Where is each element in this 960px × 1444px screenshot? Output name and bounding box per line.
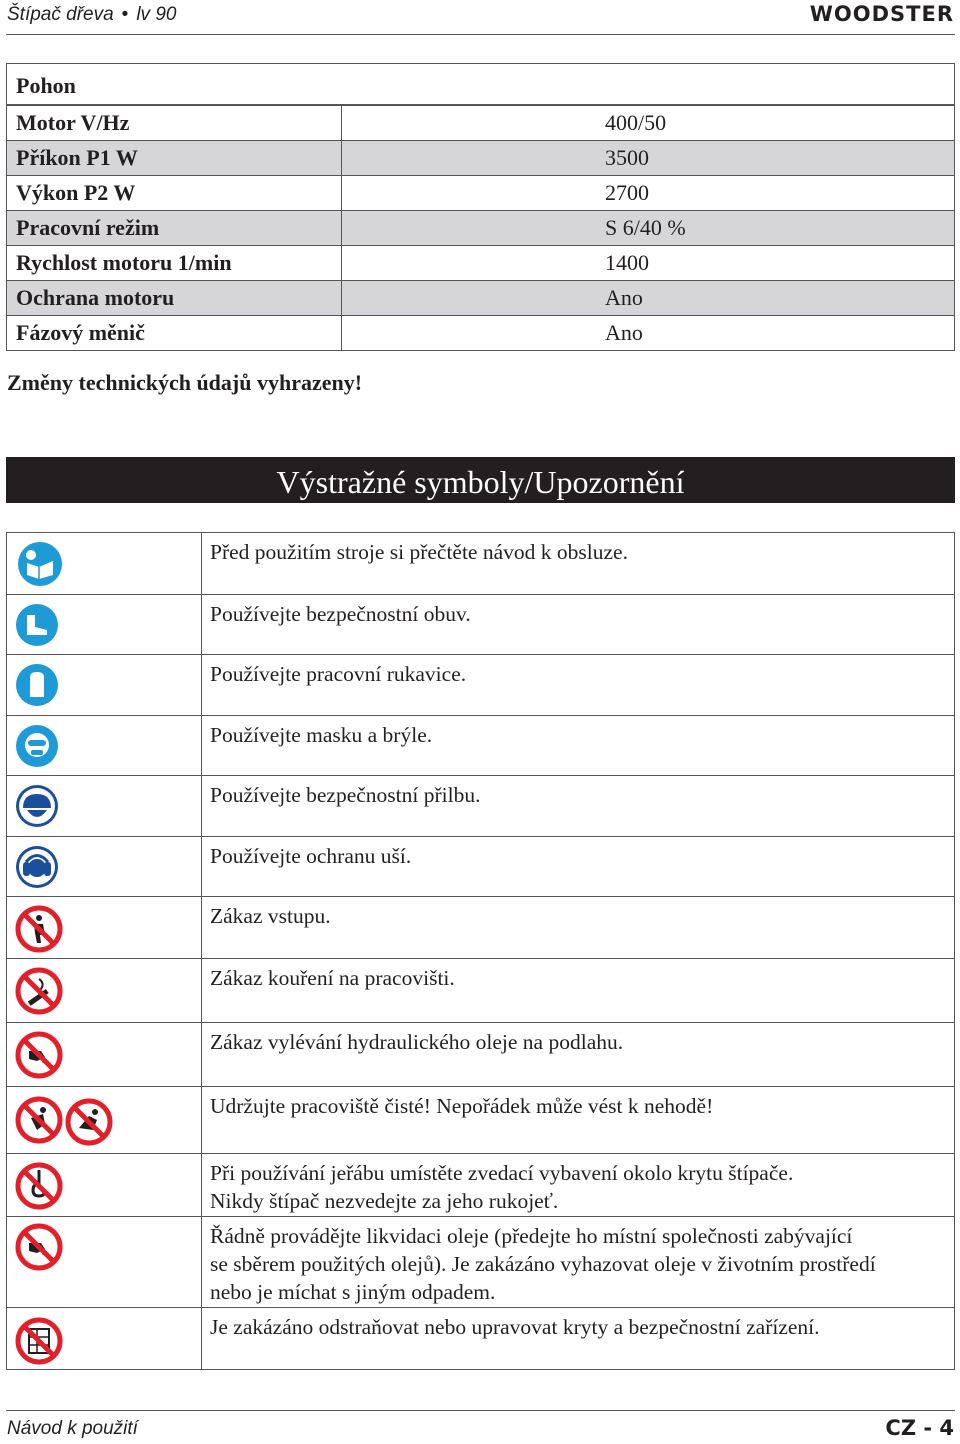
no-guard-removal-icon xyxy=(15,1317,63,1365)
header-bullet: • xyxy=(121,4,129,25)
warning-line: Zákaz vylévání hydraulického oleje na podlahu. xyxy=(210,1030,624,1054)
warning-row xyxy=(7,1216,954,1308)
warning-row xyxy=(7,654,954,716)
warning-line: Zákaz vstupu. xyxy=(210,904,331,928)
icon-cell xyxy=(7,595,202,655)
read-manual-icon xyxy=(17,541,63,587)
spec-row xyxy=(7,105,954,140)
spec-change-note: Změny technických údajů vyhrazeny! xyxy=(7,370,363,395)
warning-row xyxy=(7,594,954,655)
warning-line: Je zakázáno odstraňovat nebo upravovat kryty a bezpečnostní zařízení. xyxy=(210,1315,820,1339)
warning-line: Před použitím stroje si přečtěte návod k obsluze. xyxy=(210,540,628,564)
helmet-icon xyxy=(15,784,59,828)
warning-text xyxy=(210,781,945,809)
warning-line: Používejte ochranu uší. xyxy=(210,844,412,868)
icon-cell xyxy=(7,897,202,959)
warning-text xyxy=(210,660,945,688)
icon-cell xyxy=(7,837,202,897)
warning-line: Při používání jeřábu umístěte zvedací vybavení okolo krytu štípače. xyxy=(210,1161,794,1185)
no-lift-by-handle-icon xyxy=(15,1162,63,1210)
warning-row xyxy=(7,836,954,897)
warning-text xyxy=(210,902,945,930)
spec-table xyxy=(6,63,955,351)
spec-label: Příkon P1 W xyxy=(7,141,342,175)
warning-line: Používejte bezpečnostní obuv. xyxy=(210,602,471,626)
warning-line: Používejte masku a brýle. xyxy=(210,723,433,747)
warning-line: Udržujte pracoviště čisté! Nepořádek může vést k nehodě! xyxy=(210,1094,714,1118)
warning-line: Řádně provádějte likvidaci oleje (předejte ho místní společnosti zabývající xyxy=(210,1224,853,1248)
warning-line: se sběrem použitých olejů). Je zakázáno vyhazovat oleje v životním prostředí xyxy=(210,1252,876,1276)
warning-row xyxy=(7,715,954,776)
warning-line: Používejte pracovní rukavice. xyxy=(210,662,467,686)
warning-text xyxy=(210,721,945,749)
warning-text xyxy=(210,1092,945,1120)
spec-row xyxy=(7,175,954,210)
warning-row xyxy=(7,533,954,594)
spec-label: Výkon P2 W xyxy=(7,176,342,210)
no-smoking-icon xyxy=(15,967,63,1015)
spec-value: 1400 xyxy=(605,250,649,275)
spec-label: Motor V/Hz xyxy=(7,106,342,140)
spec-row xyxy=(7,315,954,350)
icon-cell xyxy=(7,655,202,716)
icon-cell xyxy=(7,1087,202,1154)
spec-label: Fázový měnič xyxy=(7,316,342,350)
warning-text xyxy=(210,964,945,992)
warning-line: nebo je míchat s jiným odpadem. xyxy=(210,1280,496,1304)
spec-label: Pracovní režim xyxy=(7,211,342,245)
warning-text xyxy=(210,1313,945,1341)
icon-cell xyxy=(7,1154,202,1217)
spec-value: S 6/40 % xyxy=(605,215,686,240)
icon-cell xyxy=(7,533,202,594)
warning-text xyxy=(210,538,945,566)
header-title xyxy=(7,4,176,26)
spec-value: 2700 xyxy=(605,180,649,205)
footer-divider xyxy=(6,1410,955,1411)
brand-logo: WOODSTER xyxy=(809,2,954,26)
no-trip-hazard-icon xyxy=(15,1096,63,1144)
footer-doc-label: Návod k použití xyxy=(7,1418,138,1439)
page-header xyxy=(0,0,960,36)
header-divider xyxy=(6,34,955,35)
no-oil-dump-icon xyxy=(15,1223,63,1271)
warning-row xyxy=(7,896,954,959)
warning-text xyxy=(210,1159,945,1215)
warning-row xyxy=(7,1307,954,1370)
warning-row xyxy=(7,775,954,837)
doc-title: Štípač dřeva xyxy=(7,4,114,25)
warning-line: Zákaz kouření na pracovišti. xyxy=(210,966,455,990)
warning-text xyxy=(210,1028,945,1056)
icon-cell xyxy=(7,1217,202,1308)
spec-row xyxy=(7,140,954,175)
warning-row xyxy=(7,1153,954,1217)
no-entry-icon xyxy=(15,905,63,953)
icon-cell xyxy=(7,716,202,776)
gloves-icon xyxy=(15,663,59,707)
icon-cell xyxy=(7,776,202,837)
spec-value: Ano xyxy=(605,285,643,310)
safety-shoes-icon xyxy=(15,603,59,647)
spec-heading: Pohon xyxy=(7,64,954,105)
icon-cell xyxy=(7,1023,202,1087)
warning-line: Používejte bezpečnostní přilbu. xyxy=(210,783,481,807)
spec-row xyxy=(7,280,954,315)
mask-goggles-icon xyxy=(15,724,59,768)
spec-value: 3500 xyxy=(605,145,649,170)
spec-label: Rychlost motoru 1/min xyxy=(7,246,342,280)
warning-text xyxy=(210,600,945,628)
warning-row xyxy=(7,958,954,1023)
no-slip-hazard-icon xyxy=(65,1098,113,1146)
no-oil-spill-icon xyxy=(15,1031,63,1079)
warning-section-title: Výstražné symboly/Upozornění xyxy=(6,457,955,503)
spec-label: Ochrana motoru xyxy=(7,281,342,315)
warning-row xyxy=(7,1086,954,1154)
spec-row xyxy=(7,245,954,280)
spec-value: 400/50 xyxy=(605,110,667,135)
warning-row xyxy=(7,1022,954,1087)
page-number: CZ - 4 xyxy=(885,1416,954,1440)
spec-row xyxy=(7,210,954,245)
warning-symbols-table xyxy=(6,532,955,1370)
spec-value: Ano xyxy=(605,320,643,345)
icon-cell xyxy=(7,1308,202,1370)
warning-text xyxy=(210,1222,945,1306)
warning-line: Nikdy štípač nezvedejte za jeho rukojeť. xyxy=(210,1189,559,1213)
warning-text xyxy=(210,842,945,870)
icon-cell xyxy=(7,959,202,1023)
model-name: lv 90 xyxy=(136,4,177,25)
ear-protection-icon xyxy=(15,845,59,889)
